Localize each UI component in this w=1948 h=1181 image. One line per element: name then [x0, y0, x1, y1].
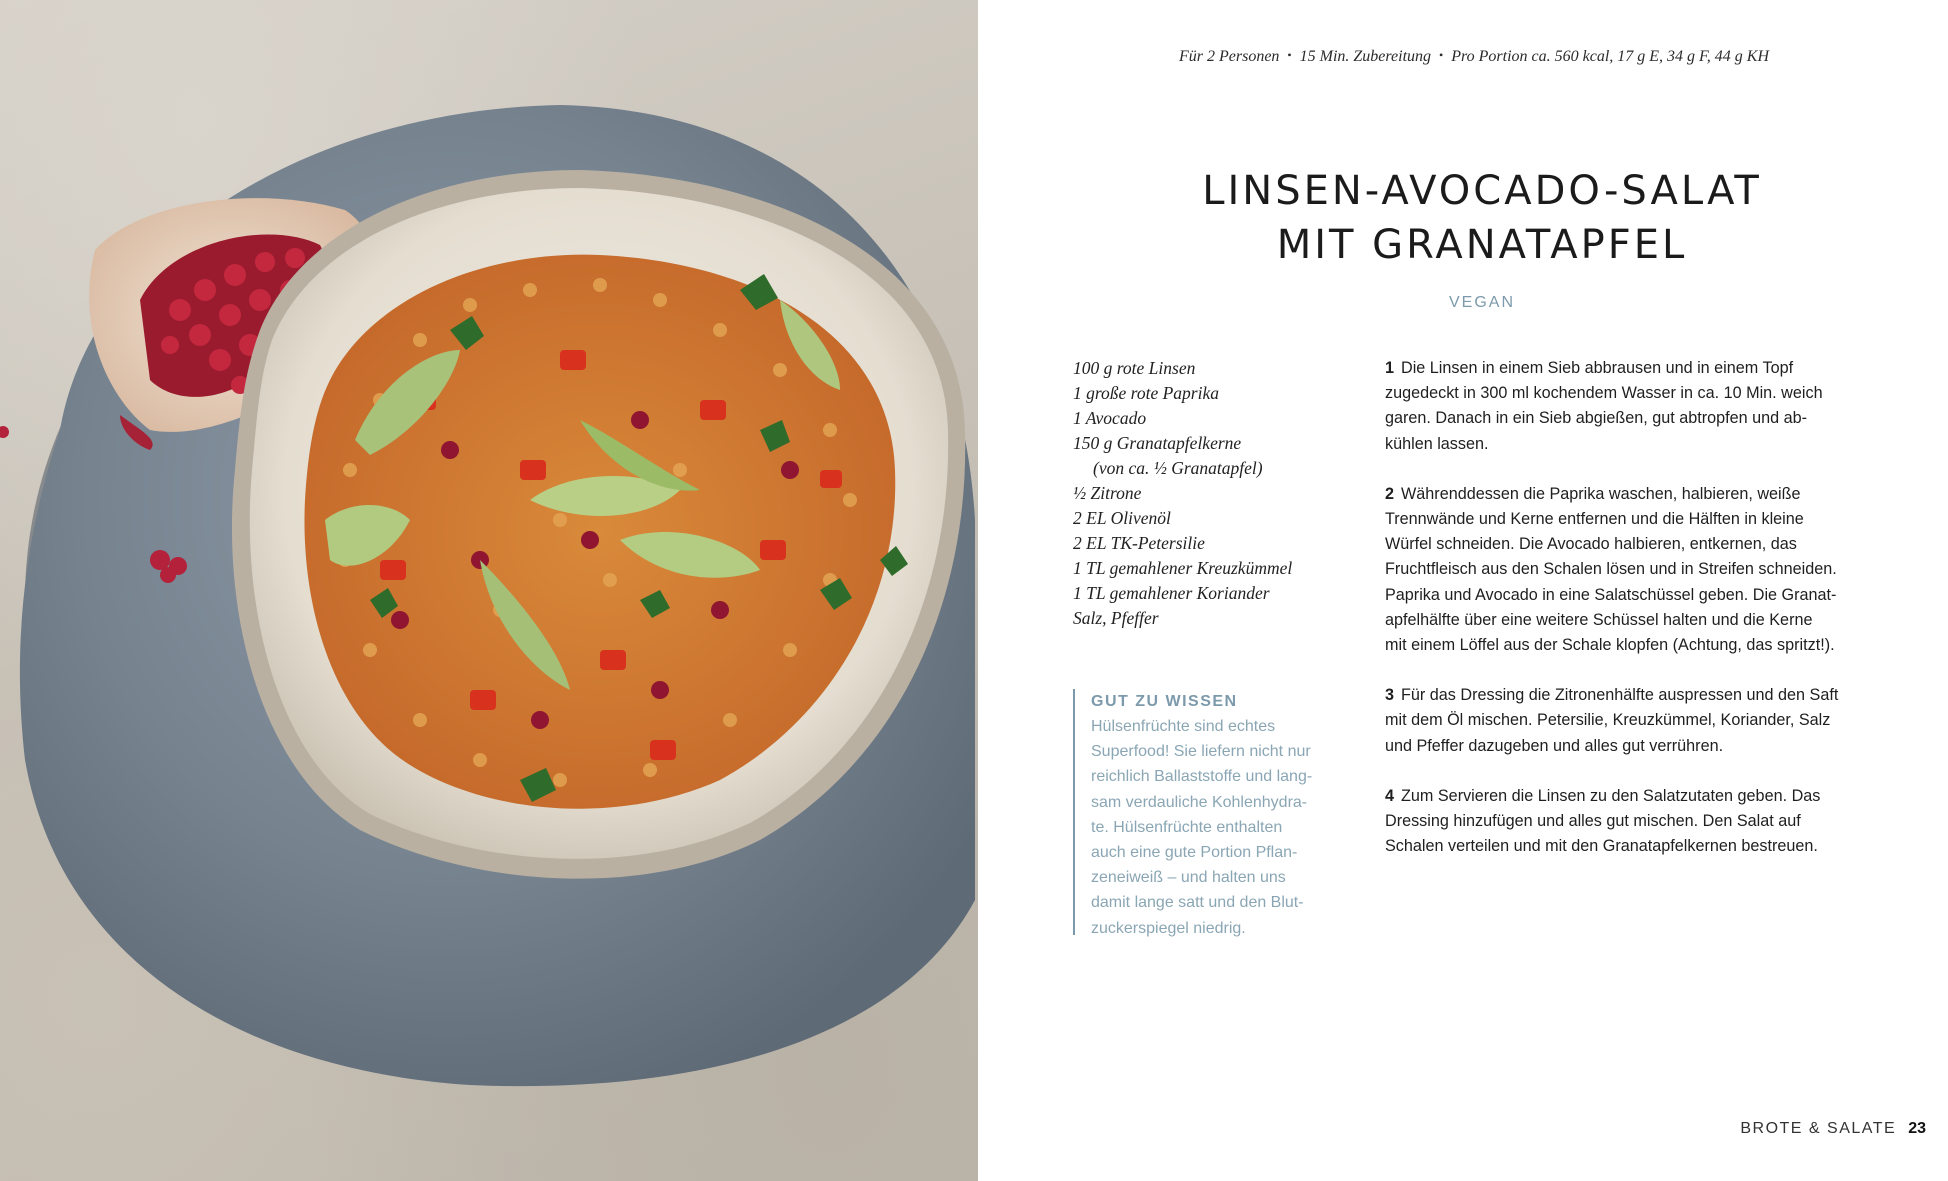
step-number: 3: [1385, 686, 1395, 705]
tip-title: GUT ZU WISSEN: [1091, 693, 1238, 710]
recipe-title: [1000, 164, 1948, 272]
step-text: Zum Servieren die Linsen zu den Salatzutaten geben. Das Dressing hinzufügen und alles gut mischen. Den Salat auf Schalen verteilen und mit den Granatapfelkernen bestreuen.: [1385, 786, 1821, 856]
ingredient-list: [1073, 356, 1343, 631]
ingredient-item: 1 TL gemahlener Koriander: [1073, 583, 1270, 603]
page-footer: [1740, 1120, 1926, 1138]
servings: Für 2 Personen: [1178, 48, 1280, 65]
ingredient-item: 1 Avocado: [1073, 408, 1147, 428]
recipe-meta: [1000, 48, 1948, 66]
step-item: [1385, 356, 1905, 457]
step-number: 1: [1385, 359, 1395, 377]
ingredient-item: ½ Zitrone: [1073, 483, 1142, 503]
instruction-steps: [1385, 356, 1905, 884]
step-number: 4: [1385, 786, 1395, 805]
recipe-title-line-1: LINSEN-AVOCADO-SALAT: [1202, 168, 1762, 214]
step-item: [1385, 683, 1905, 759]
tip-box: [1073, 689, 1353, 935]
section-name: BROTE & SALATE: [1740, 1120, 1897, 1137]
step-text: Die Linsen in einem Sieb abbrausen und in einem Topf zugedeckt in 300 ml kochendem Wasser in ca. 10 Min. weich garen. Danach in ein Sieb abgießen, gut abtropfen und ab- kühlen lassen.: [1385, 359, 1823, 453]
ingredient-item: 2 EL Olivenöl: [1073, 508, 1171, 528]
ingredient-item: 2 EL TK-Petersilie: [1073, 533, 1205, 553]
page-number: 23: [1908, 1120, 1926, 1137]
ingredient-item: 100 g rote Linsen: [1073, 358, 1196, 378]
step-text: Für das Dressing die Zitronenhälfte auspressen und den Saft mit dem Öl mischen. Petersilie, Kreuzkümmel, Koriander, Salz und Pfeffer dazugeben und alles gut verrühren.: [1385, 686, 1839, 755]
bullet-separator: •: [1439, 48, 1444, 62]
step-item: [1385, 784, 1905, 860]
ingredient-item: Salz, Pfeffer: [1073, 608, 1159, 628]
step-item: [1385, 482, 1905, 658]
ingredient-note: (von ca. ½ Granatapfel): [1093, 458, 1263, 478]
step-number: 2: [1385, 484, 1395, 503]
ingredient-item: 1 große rote Paprika: [1073, 383, 1219, 403]
prep-time: 15 Min. Zubereitung: [1299, 48, 1432, 65]
nutrition-info: Pro Portion ca. 560 kcal, 17 g E, 34 g F, 44 g KH: [1451, 48, 1769, 65]
bullet-separator: •: [1287, 48, 1292, 62]
step-text: Währenddessen die Paprika waschen, halbieren, weiße Trennwände und Kerne entfernen und die Hälften in kleine Würfel schneiden. Die Avocado halbieren, entkernen, das Fruchtfleisch aus den Schalen lösen und in Streifen schneiden. Paprika und Avocado in eine Salatschüssel geben. Die Granat- apfelhälfte über eine weitere Schüssel halten und die Kerne mit einem Löffel aus der Schale klopfen (Achtung, das spritzt!).: [1385, 484, 1837, 655]
tip-text: Hülsenfrüchte sind echtes Superfood! Sie liefern nicht nur reichlich Ballaststoffe und lang- sam verdauliche Kohlenhydra- te. Hülsenfrüchte enthalten auch eine gute Portion Pflan- zeneiweiß – und halten uns damit lange satt und den Blut- zuckerspiegel niedrig.: [1091, 718, 1313, 937]
recipe-title-line-2: MIT GRANATAPFEL: [1276, 222, 1688, 268]
ingredient-item: 1 TL gemahlener Kreuzkümmel: [1073, 558, 1293, 578]
diet-tag: VEGAN: [1448, 294, 1515, 311]
ingredient-item: 150 g Granatapfelkerne: [1073, 433, 1242, 453]
